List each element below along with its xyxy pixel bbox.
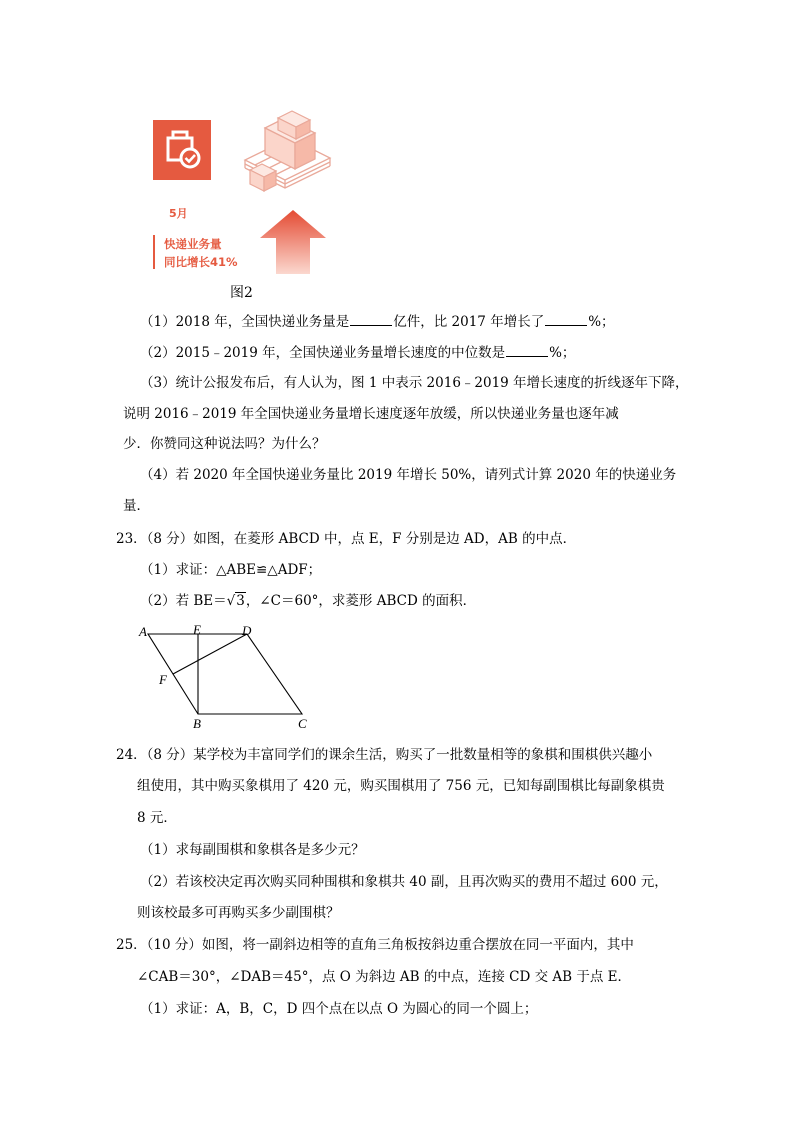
q22-part3-line1: （3）统计公报发布后，有人认为，图 1 中表示 2016﹣2019 年增长速度的折线逐年下降， [140,375,689,391]
growth-arrow-icon [260,210,326,274]
q23-part1: （1）求证：△ABE≌△ADF； [140,562,322,578]
answer-blank[interactable] [350,311,392,326]
figure-2-caption: 图2 [230,285,253,301]
q22-part3-line2: 说明 2016﹣2019 年全国快递业务量增长速度逐年放缓，所以快递业务量也逐年减 [123,406,619,422]
stat-text-line1: 快递业务量 [164,237,222,251]
figure-month-label: 5月 [169,207,188,220]
q22-part4-line2: 量． [123,498,150,514]
stat-text-line2: 同比增长41% [164,255,238,269]
q24-line3: 8 元． [137,810,177,826]
q22-part2: （2）2015﹣2019 年，全国快递业务量增长速度的中位数是 %； [140,342,575,363]
rhombus-figure [130,622,320,732]
answer-blank[interactable] [545,311,587,326]
q24-part2-line1: （2）若该校决定再次购买同种围棋和象棋共 40 副，且再次购买的费用不超过 600 元， [140,874,668,890]
sqrt-expression: √3 [226,593,245,609]
q25-line2: ∠CAB＝30°，∠DAB＝45°，点 O 为斜边 AB 的中点，连接 CD 交 AB 于点 E． [137,969,632,985]
q24-line2: 组使用，其中购买象棋用了 420 元，购买围棋用了 756 元，已知每副围棋比每副象棋贵 [137,778,665,794]
package-check-icon [153,120,211,180]
q23-part2: （2）若 BE＝√3，∠C＝60°，求菱形 ABCD 的面积． [140,593,477,609]
q24-part2-line2: 则该校最多可再购买多少副围棋？ [137,905,340,921]
boxes-illustration [240,108,335,198]
vertex-label-d: D [242,623,252,638]
q25-part1: （1）求证：A，B，C，D 四个点在以点 O 为圆心的同一个圆上； [140,1001,538,1017]
q22-part1: （1）2018 年，全国快递业务量是 亿件，比 2017 年增长了 %； [140,311,615,332]
vertex-label-c: C [298,716,307,731]
q22-part4-line1: （4）若 2020 年全国快递业务量比 2019 年增长 50%，请列式计算 2020 年的快递业务 [140,467,677,483]
stat-accent-bar [153,235,155,269]
figure-2 [150,108,340,298]
q22-part3-line3: 少．你赞同这种说法吗？为什么？ [123,436,326,452]
q25-line1: 25．（10 分）如图，将一副斜边相等的直角三角板按斜边重合摆放在同一平面内，其中 [116,937,634,953]
q24-line1: 24．（8 分）某学校为丰富同学们的课余生活，购买了一批数量相等的象棋和围棋供兴趣小 [116,747,653,763]
vertex-label-f: F [159,672,167,687]
vertex-label-b: B [193,716,201,731]
vertex-label-e: E [193,622,201,637]
q23-heading: 23．（8 分）如图，在菱形 ABCD 中，点 E，F 分别是边 AD，AB 的中点． [116,531,577,547]
q24-part1: （1）求每副围棋和象棋各是多少元？ [140,842,365,858]
vertex-label-a: A [139,624,147,639]
answer-blank[interactable] [506,342,548,357]
